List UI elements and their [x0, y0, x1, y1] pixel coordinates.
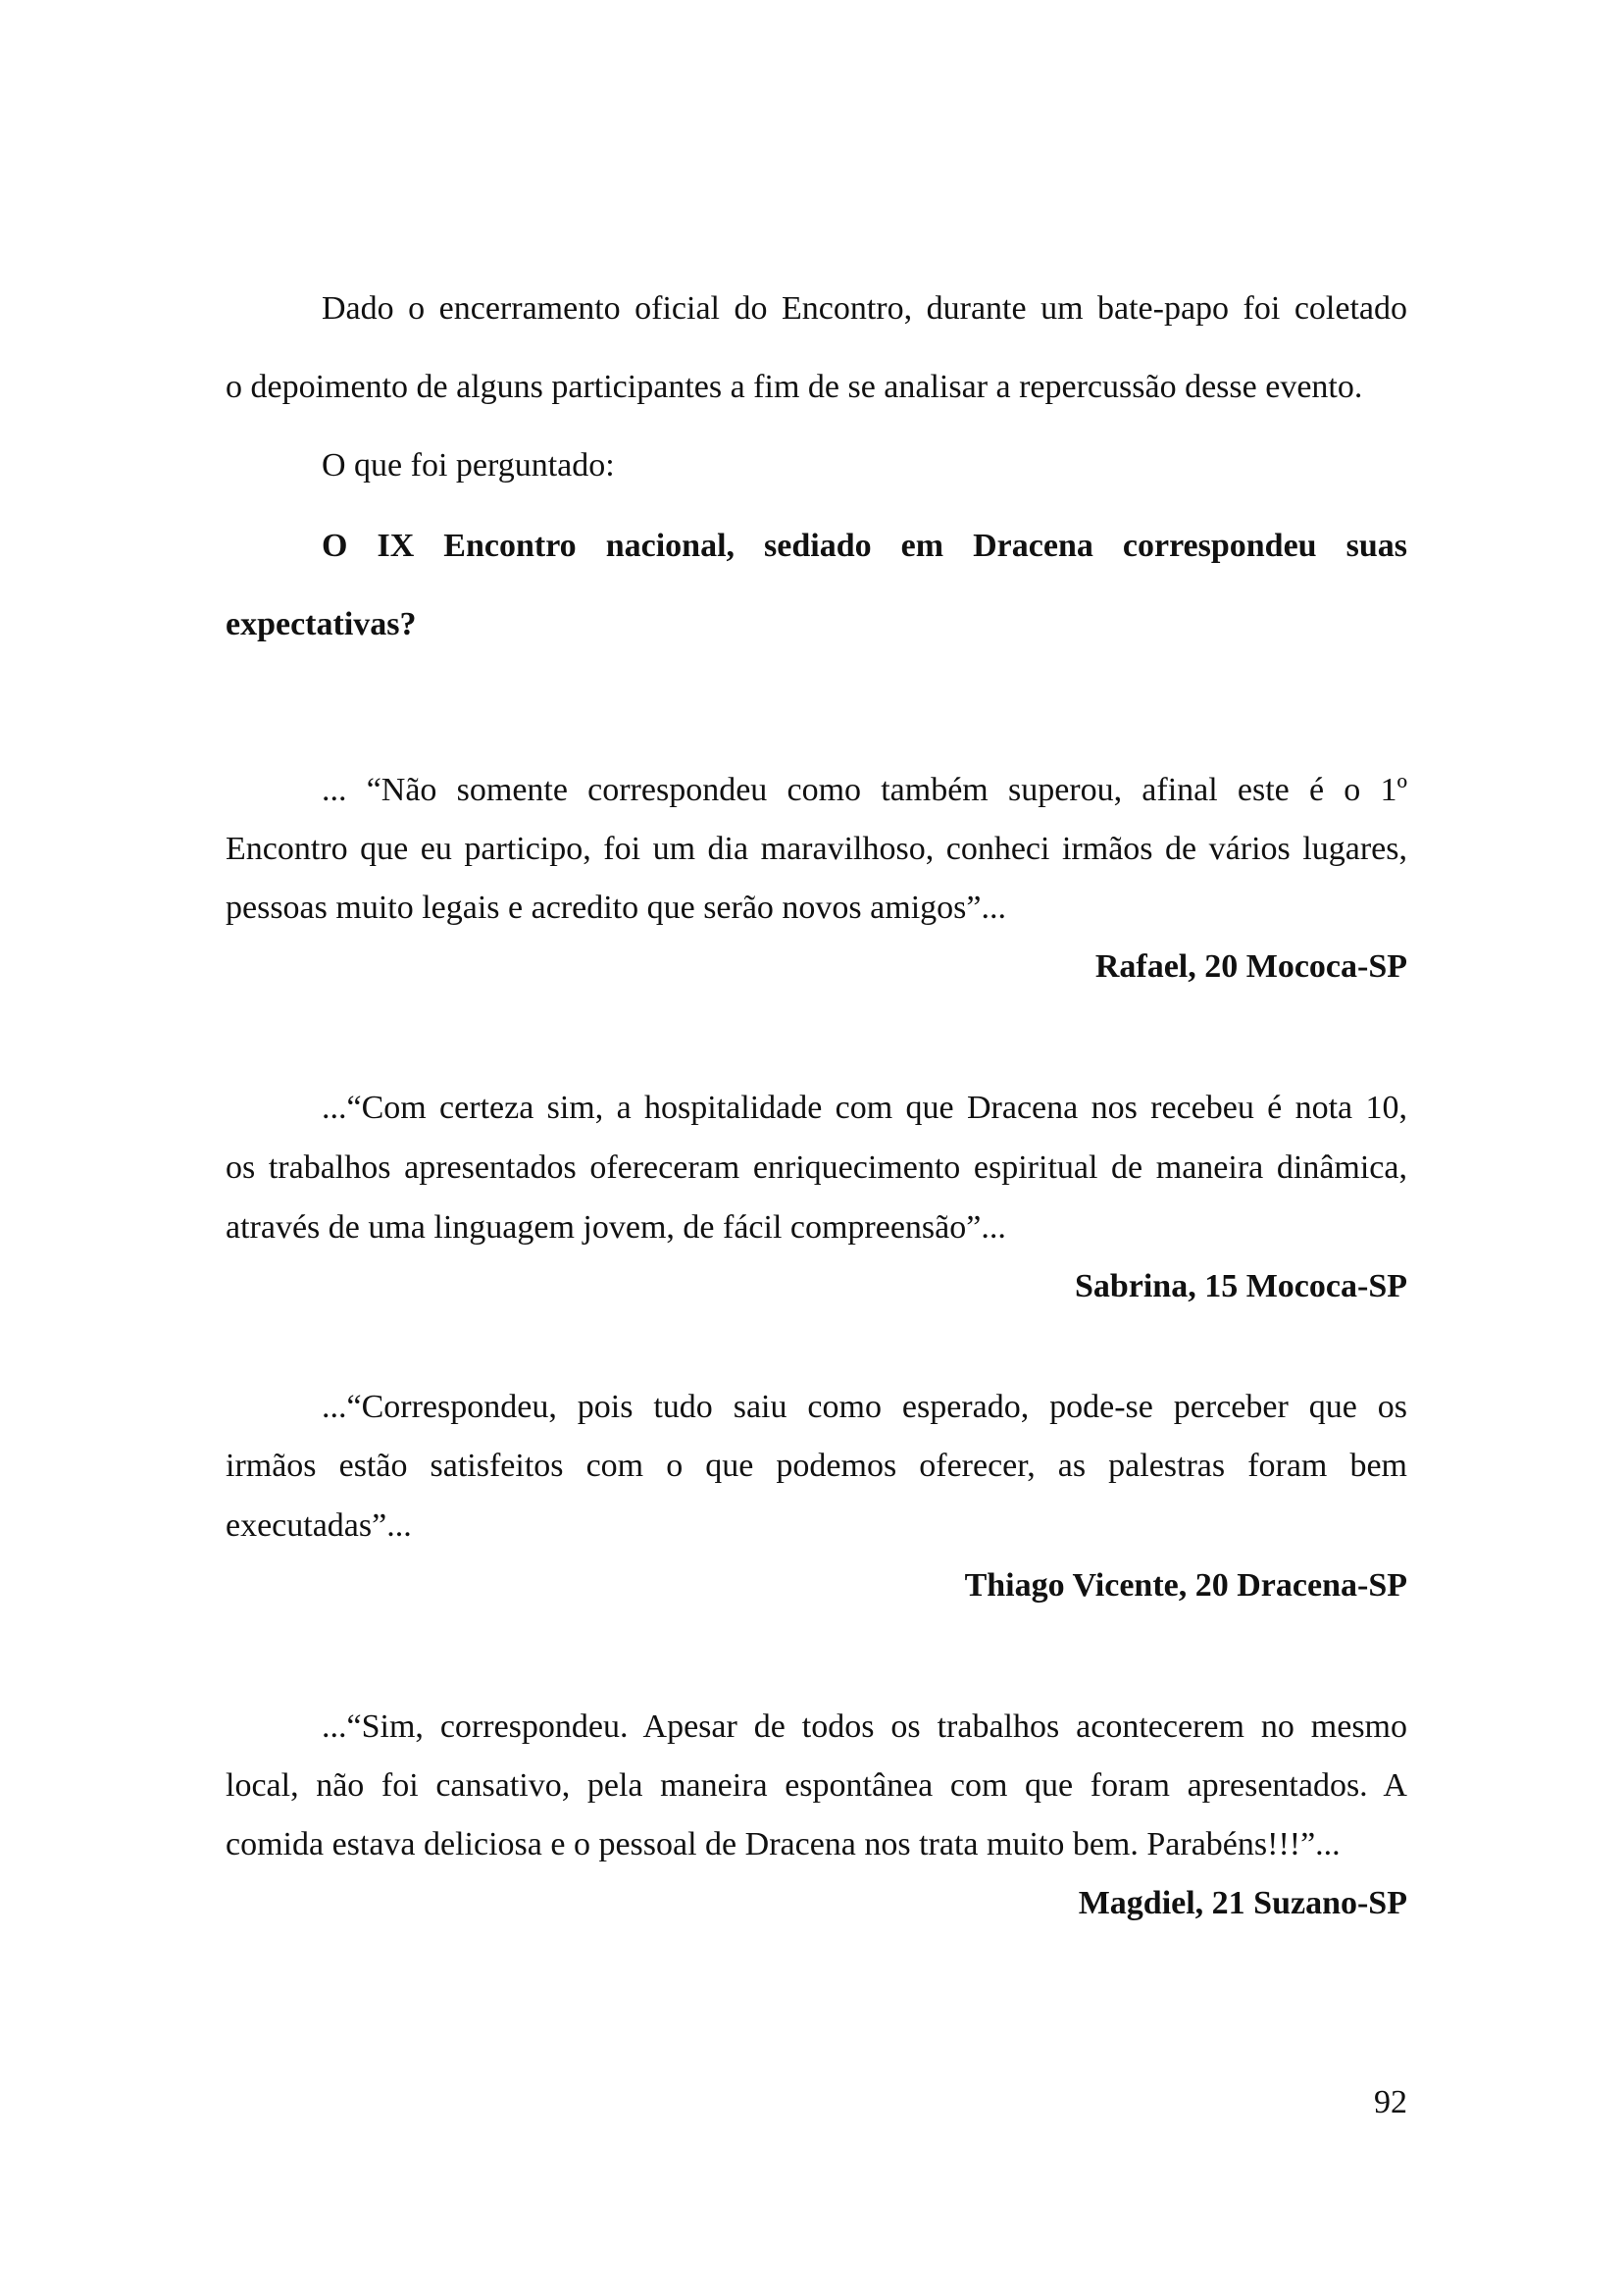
- intro-line-2: o depoimento de alguns participantes a fim de se analisar a repercussão desse evento.: [226, 369, 1363, 405]
- testimonial-3-line-2: irmãos estão satisfeitos com o que podemos oferecer, as palestras foram bem: [226, 1448, 1407, 1484]
- testimonial-1-line-2: Encontro que eu participo, foi um dia maravilhoso, conheci irmãos de vários lugares,: [226, 831, 1407, 867]
- testimonial-2-line-2: os trabalhos apresentados ofereceram enriquecimento espiritual de maneira dinâmica,: [226, 1149, 1407, 1186]
- question-line-2: expectativas?: [226, 606, 417, 642]
- testimonial-2-line-1: ...“Com certeza sim, a hospitalidade com que Dracena nos recebeu é nota 10,: [322, 1090, 1407, 1126]
- testimonial-1-author: Rafael, 20 Mococa-SP: [1094, 948, 1407, 985]
- testimonial-3-line-3: executadas”...: [226, 1507, 412, 1544]
- testimonial-2-author: Sabrina, 15 Mococa-SP: [1074, 1268, 1407, 1304]
- page-number: 92: [1374, 2084, 1407, 2120]
- testimonial-1-line-1: ... “Não somente correspondeu como também superou, afinal este é o 1º: [322, 772, 1407, 808]
- testimonial-2-line-3: através de uma linguagem jovem, de fácil compreensão”...: [226, 1209, 1006, 1246]
- testimonial-4-line-2: local, não foi cansativo, pela maneira espontânea com que foram apresentados. A: [226, 1767, 1407, 1804]
- testimonial-4-author: Magdiel, 21 Suzano-SP: [1078, 1885, 1407, 1921]
- testimonial-4-line-3: comida estava deliciosa e o pessoal de Dracena nos trata muito bem. Parabéns!!!”...: [226, 1826, 1341, 1862]
- testimonial-3-author: Thiago Vicente, 20 Dracena-SP: [964, 1567, 1407, 1604]
- testimonial-1-line-3: pessoas muito legais e acredito que serão novos amigos”...: [226, 890, 1006, 926]
- testimonial-3-line-1: ...“Correspondeu, pois tudo saiu como esperado, pode-se perceber que os: [322, 1389, 1407, 1425]
- question-line-1: O IX Encontro nacional, sediado em Dracena correspondeu suas: [322, 528, 1407, 564]
- intro-line-1: Dado o encerramento oficial do Encontro, durante um bate-papo foi coletado: [322, 290, 1407, 327]
- question-intro: O que foi perguntado:: [322, 447, 615, 484]
- testimonial-4-line-1: ...“Sim, correspondeu. Apesar de todos os trabalhos acontecerem no mesmo: [322, 1708, 1407, 1745]
